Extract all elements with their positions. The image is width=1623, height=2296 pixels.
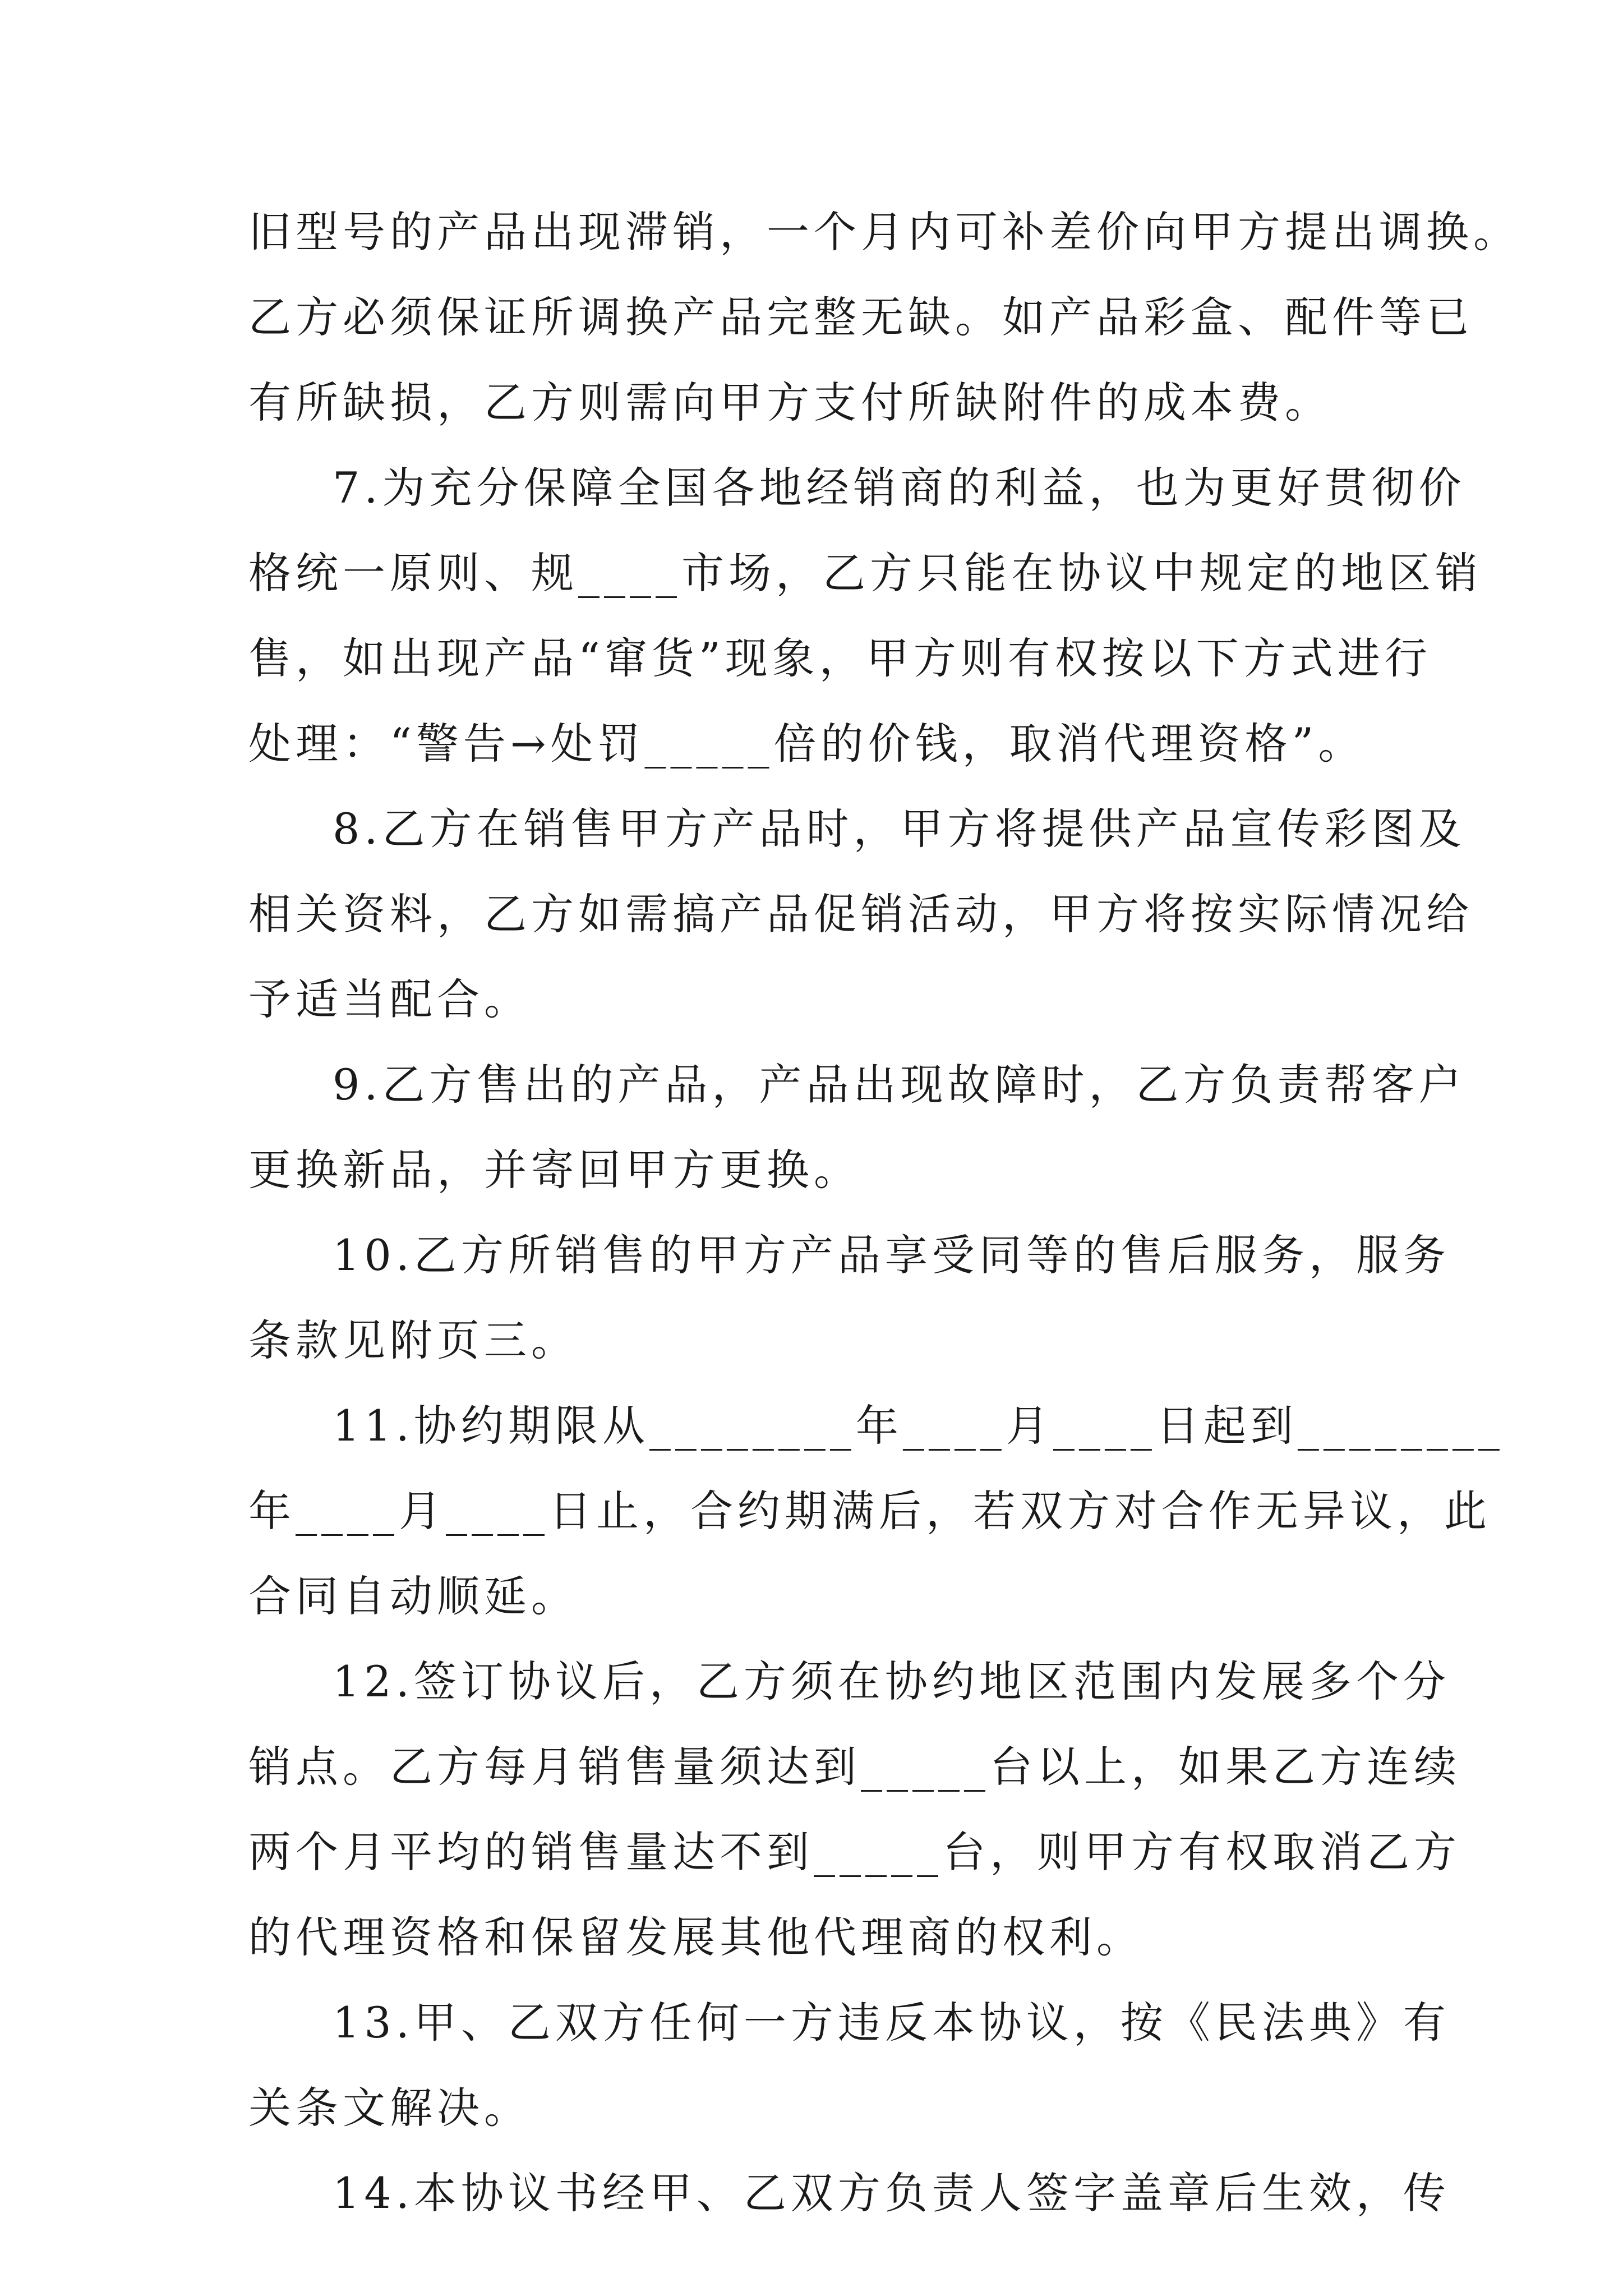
text-line: 合同自动顺延。 bbox=[248, 1571, 578, 1621]
text-line: 条款见附页三。 bbox=[248, 1315, 578, 1365]
text-line: 旧型号的产品出现滞销，一个月内可补差价向甲方提出调换。 bbox=[248, 207, 1520, 257]
clause-7-line: 7.为充分保障全国各地经销商的利益，也为更好贯彻价 bbox=[333, 463, 1466, 513]
text-line: 年____月____日止，合约期满后，若双方对合作无异议，此 bbox=[248, 1486, 1491, 1536]
clause-9-line: 9.乙方售出的产品，产品出现故障时，乙方负责帮客户 bbox=[333, 1060, 1466, 1110]
text-line: 处理：“警告→处罚_____倍的价钱，取消代理资格”。 bbox=[248, 719, 1366, 769]
text-line: 的代理资格和保留发展其他代理商的权利。 bbox=[248, 1912, 1144, 1962]
clause-13-line: 13.甲、乙双方任何一方违反本协议，按《民法典》有 bbox=[333, 1998, 1450, 2047]
clause-11-line: 11.协约期限从________年____月____日起到________ bbox=[333, 1401, 1504, 1451]
clause-14-line: 14.本协议书经甲、乙双方负责人签字盖章后生效，传 bbox=[333, 2168, 1450, 2218]
text-line: 关条文解决。 bbox=[248, 2083, 531, 2133]
clause-12-line: 12.签订协议后，乙方须在协约地区范围内发展多个分 bbox=[333, 1657, 1450, 1706]
text-line: 格统一原则、规____市场，乙方只能在协议中规定的地区销 bbox=[248, 548, 1482, 598]
text-line: 销点。乙方每月销售量须达到_____台以上，如果乙方连续 bbox=[248, 1742, 1461, 1792]
text-line: 相关资料，乙方如需搞产品促销活动，甲方将按实际情况给 bbox=[248, 889, 1473, 939]
text-line: 两个月平均的销售量达不到_____台，则甲方有权取消乙方 bbox=[248, 1827, 1461, 1877]
text-line: 予适当配合。 bbox=[248, 974, 531, 1024]
clause-8-line: 8.乙方在销售甲方产品时，甲方将提供产品宣传彩图及 bbox=[333, 804, 1466, 854]
text-line: 有所缺损，乙方则需向甲方支付所缺附件的成本费。 bbox=[248, 378, 1332, 427]
text-line: 乙方必须保证所调换产品完整无缺。如产品彩盒、配件等已 bbox=[248, 292, 1473, 342]
clause-10-line: 10.乙方所销售的甲方产品享受同等的售后服务，服务 bbox=[333, 1230, 1450, 1280]
text-line: 售，如出现产品“窜货”现象，甲方则有权按以下方式进行 bbox=[248, 633, 1432, 683]
text-line: 更换新品，并寄回甲方更换。 bbox=[248, 1145, 861, 1195]
